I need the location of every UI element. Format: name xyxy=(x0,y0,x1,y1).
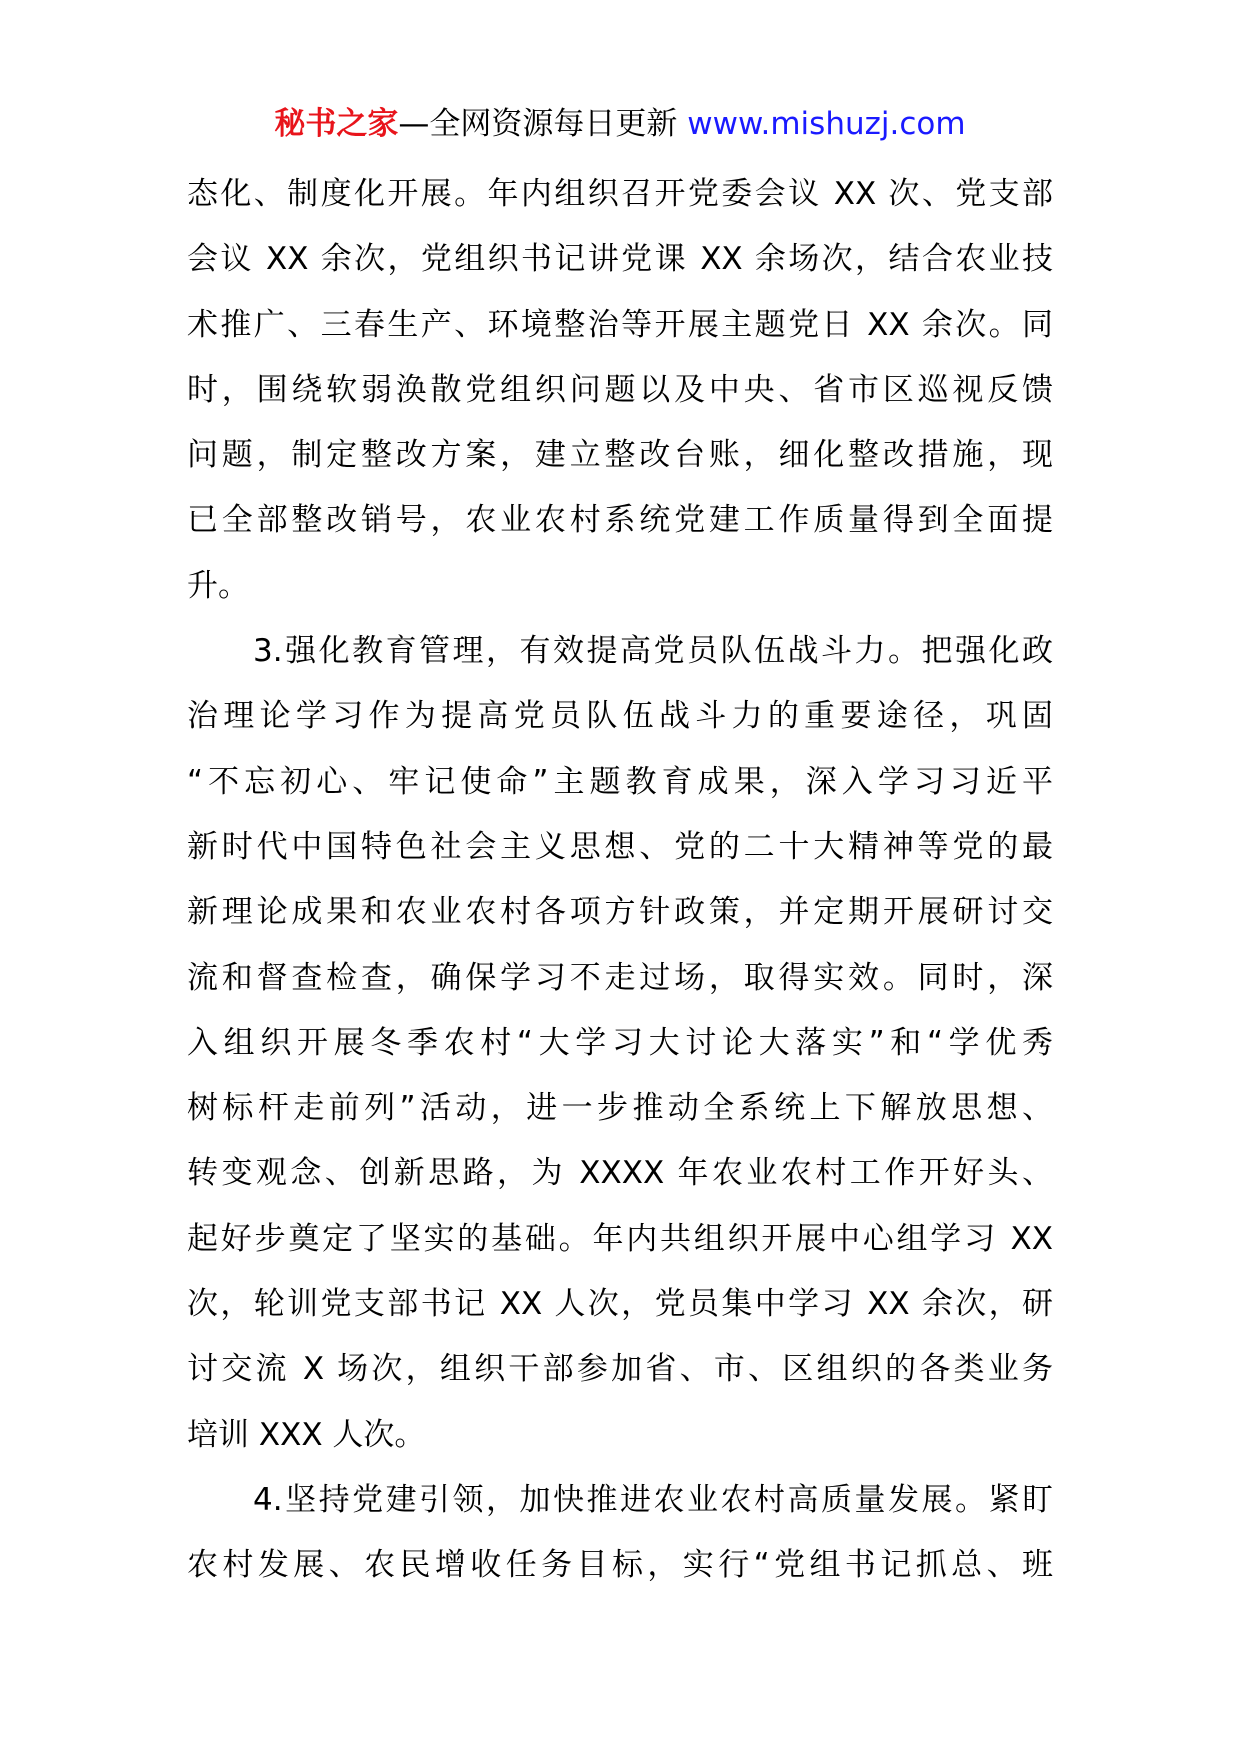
header-url-link[interactable]: www.mishuzj.com xyxy=(687,106,966,142)
text-line: 流和督查检查，确保学习不走过场，取得实效。同时，深 xyxy=(187,959,1053,996)
text-line: 态化、制度化开展。年内组织召开党委会议 XX 次、党支部 xyxy=(187,176,1053,212)
paragraph-section-3 xyxy=(187,619,1053,1468)
text-line: 新理论成果和农业农村各项方针政策，并定期开展研讨交 xyxy=(187,894,1053,931)
text-line: 会议 XX 余次，党组织书记讲党课 XX 余场次，结合农业技 xyxy=(187,241,1053,278)
text-line: 问题，制定整改方案，建立整改台账，细化整改措施，现 xyxy=(187,437,1053,474)
text-line: 讨交流 X 场次，组织干部参加省、市、区组织的各类业务 xyxy=(187,1351,1053,1388)
section-heading-line: 3.强化教育管理，有效提高党员队伍战斗力。把强化政 xyxy=(253,633,1053,670)
text-line: 时，围绕软弱涣散党组织问题以及中央、省市区巡视反馈 xyxy=(187,371,1053,408)
text-line: 培训 XXX 人次。 xyxy=(187,1416,426,1453)
text-line: 已全部整改销号，农业农村系统党建工作质量得到全面提 xyxy=(187,502,1053,539)
text-line: 升。 xyxy=(187,567,249,604)
text-line: 树标杆走前列”活动，进一步推动全系统上下解放思想、 xyxy=(187,1090,1053,1127)
paragraph-section-4 xyxy=(187,1468,1053,1599)
text-line: 次，轮训党支部书记 XX 人次，党员集中学习 XX 余次，研 xyxy=(187,1286,1053,1323)
header-brand: 秘书之家 xyxy=(274,106,399,142)
text-line: 入组织开展冬季农村“大学习大讨论大落实”和“学优秀 xyxy=(187,1024,1053,1061)
text-line: 术推广、三春生产、环境整治等开展主题党日 XX 余次。同 xyxy=(187,306,1053,343)
document-body xyxy=(187,162,1053,1599)
header-slogan: —全网资源每日更新 xyxy=(398,106,678,142)
text-line: 新时代中国特色社会主义思想、党的二十大精神等党的最 xyxy=(187,828,1053,865)
watermark-header xyxy=(0,104,1240,144)
text-line: 治理论学习作为提高党员队伍战斗力的重要途径，巩固 xyxy=(187,698,1053,735)
paragraph-continued xyxy=(187,162,1053,619)
text-line: 起好步奠定了坚实的基础。年内共组织开展中心组学习 XX xyxy=(187,1220,1053,1257)
text-line: “不忘初心、牢记使命”主题教育成果，深入学习习近平 xyxy=(187,763,1053,800)
text-line: 转变观念、创新思路，为 XXXX 年农业农村工作开好头、 xyxy=(187,1155,1053,1192)
section-heading-line: 4.坚持党建引领，加快推进农业农村高质量发展。紧盯 xyxy=(253,1481,1053,1518)
text-line: 农村发展、农民增收任务目标，实行“党组书记抓总、班 xyxy=(187,1547,1053,1584)
